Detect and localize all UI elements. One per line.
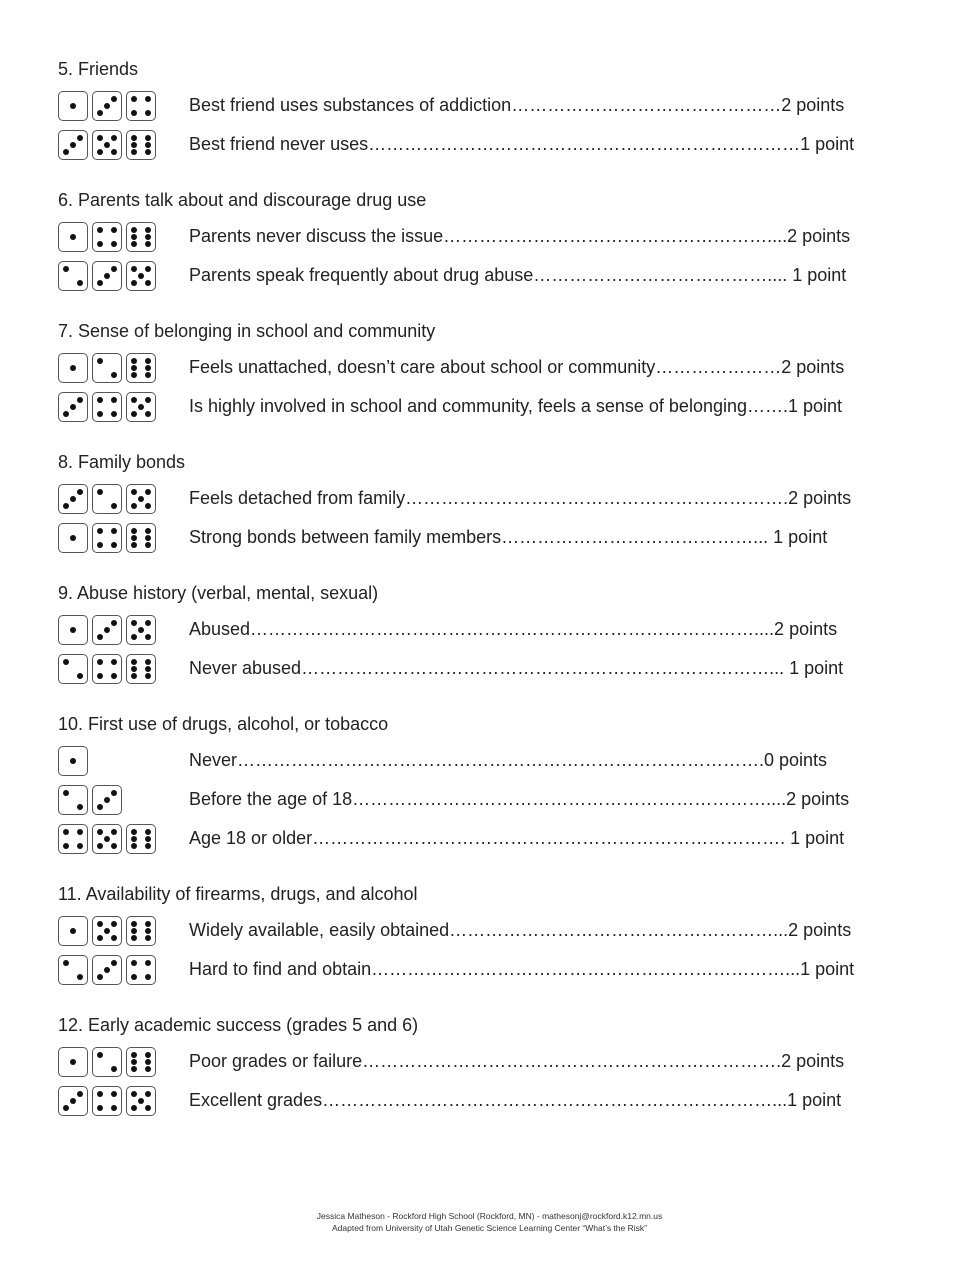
die-pip [111,227,117,233]
die-pip [145,358,151,364]
die-five-icon [126,484,156,514]
risk-option-row [58,518,908,557]
die-pip [111,241,117,247]
die-pip [70,103,76,109]
section-heading: 11. Availability of firearms, drugs, and alcohol [58,884,418,904]
section-heading: 9. Abuse history (verbal, mental, sexual) [58,583,379,603]
option-text: Best friend never uses………………………………………………………………1 point [189,134,855,154]
die-pip [145,142,151,148]
option-text: Hard to find and obtain……………………………………………………………...1 point [189,959,855,979]
die-pip [145,673,151,679]
die-pip [97,843,103,849]
die-three-icon [92,615,122,645]
die-six-icon [126,222,156,252]
risk-option-row [58,479,908,518]
option-text: Never…………………………………………………………………………….0 points [189,750,828,770]
die-pip [145,234,151,240]
risk-option-row [58,125,908,164]
die-pip [131,358,137,364]
die-pip [63,411,69,417]
die-pip [131,673,137,679]
die-pip [97,542,103,548]
die-three-icon [92,785,122,815]
die-pip [111,921,117,927]
die-five-icon [126,392,156,422]
die-pip [63,843,69,849]
die-four-icon [126,91,156,121]
die-pip [70,234,76,240]
die-pip [70,142,76,148]
die-six-icon [126,353,156,383]
die-pip [97,1091,103,1097]
option-text: Excellent grades…………………………………………………………………...1 point [189,1090,842,1110]
die-pip [104,797,110,803]
die-pip [97,829,103,835]
die-pip [145,1066,151,1072]
dice-group [58,654,189,684]
die-pip [111,790,117,796]
die-pip [97,634,103,640]
die-pip [145,110,151,116]
die-pip [97,280,103,286]
die-pip [97,659,103,665]
die-pip [131,142,137,148]
risk-option-row [58,819,908,858]
die-two-icon [92,353,122,383]
option-text: Age 18 or older……………………………………………………………………. 1 point [189,828,845,848]
die-pip [70,928,76,934]
die-pip [111,620,117,626]
die-one-icon [58,91,88,121]
die-pip [145,974,151,980]
die-pip [138,273,144,279]
die-six-icon [126,654,156,684]
die-pip [131,110,137,116]
die-pip [131,974,137,980]
die-pip [111,503,117,509]
die-pip [97,358,103,364]
die-pip [131,836,137,842]
die-pip [77,1091,83,1097]
risk-option-row [58,950,908,989]
die-four-icon [92,222,122,252]
dice-group [58,1047,189,1077]
die-pip [97,921,103,927]
die-five-icon [126,1086,156,1116]
dice-group [58,615,189,645]
option-text: Abused…………………………………………………………………………....2 points [189,619,838,639]
die-pip [111,843,117,849]
dice-group [58,484,189,514]
die-pip [131,921,137,927]
die-five-icon [126,261,156,291]
die-pip [97,241,103,247]
die-pip [145,634,151,640]
die-pip [131,149,137,155]
section-heading: 6. Parents talk about and discourage drug use [58,190,427,210]
die-pip [77,829,83,835]
die-two-icon [58,261,88,291]
die-pip [131,1091,137,1097]
die-pip [63,503,69,509]
die-pip [145,503,151,509]
die-pip [131,843,137,849]
die-pip [77,673,83,679]
risk-section [58,582,908,685]
die-six-icon [126,916,156,946]
die-six-icon [126,1047,156,1077]
die-pip [131,935,137,941]
die-pip [97,804,103,810]
die-pip [145,280,151,286]
die-pip [145,542,151,548]
die-pip [97,1105,103,1111]
die-pip [145,935,151,941]
die-pip [131,659,137,665]
die-pip [131,135,137,141]
die-pip [104,928,110,934]
risk-option-row [58,217,908,256]
die-pip [138,1098,144,1104]
die-pip [77,489,83,495]
die-pip [63,960,69,966]
dice-group [58,955,189,985]
die-one-icon [58,615,88,645]
section-heading: 5. Friends [58,59,139,79]
die-pip [145,666,151,672]
die-pip [97,110,103,116]
die-pip [131,1052,137,1058]
die-pip [77,804,83,810]
die-pip [104,273,110,279]
die-pip [145,411,151,417]
die-six-icon [126,824,156,854]
die-pip [97,974,103,980]
risk-option-row [58,1042,908,1081]
die-pip [131,280,137,286]
die-pip [131,397,137,403]
die-five-icon [92,916,122,946]
die-pip [70,758,76,764]
die-pip [145,227,151,233]
die-pip [145,843,151,849]
die-pip [104,627,110,633]
die-pip [111,528,117,534]
die-five-icon [92,130,122,160]
dice-group [58,261,189,291]
die-pip [145,372,151,378]
die-pip [131,266,137,272]
die-pip [97,227,103,233]
die-pip [131,666,137,672]
die-pip [131,829,137,835]
die-pip [104,836,110,842]
die-pip [145,928,151,934]
dice-group [58,91,189,121]
risk-option-row [58,387,908,426]
dice-group [58,392,189,422]
die-three-icon [92,261,122,291]
dice-group [58,916,189,946]
die-pip [145,1091,151,1097]
die-pip [131,528,137,534]
die-pip [70,1098,76,1104]
die-four-icon [92,654,122,684]
section-heading: 7. Sense of belonging in school and community [58,321,436,341]
die-six-icon [126,523,156,553]
die-pip [97,528,103,534]
die-pip [111,149,117,155]
die-pip [111,960,117,966]
die-pip [138,627,144,633]
risk-option-row [58,86,908,125]
die-one-icon [58,222,88,252]
risk-section [58,451,908,554]
die-pip [97,397,103,403]
die-pip [97,489,103,495]
risk-section [58,713,908,855]
die-pip [77,135,83,141]
die-pip [70,365,76,371]
die-six-icon [126,130,156,160]
die-pip [63,1105,69,1111]
risk-option-row [58,610,908,649]
die-pip [145,921,151,927]
die-pip [104,142,110,148]
die-pip [77,397,83,403]
risk-section [58,883,908,986]
die-one-icon [58,746,88,776]
dice-group [58,1086,189,1116]
die-pip [111,397,117,403]
die-pip [145,135,151,141]
risk-option-row [58,1081,908,1120]
die-pip [145,397,151,403]
die-four-icon [92,392,122,422]
die-pip [77,280,83,286]
die-pip [131,411,137,417]
die-pip [63,829,69,835]
die-pip [111,135,117,141]
die-two-icon [92,484,122,514]
option-text: Feels detached from family……………………………………………………….2 points [189,488,852,508]
die-pip [138,496,144,502]
die-five-icon [92,824,122,854]
die-three-icon [58,130,88,160]
option-text: Best friend uses substances of addiction………………………………………2 points [189,95,845,115]
die-pip [145,149,151,155]
die-pip [63,790,69,796]
option-text: Feels unattached, doesn’t care about school or community…………………2 points [189,357,845,377]
die-pip [145,1052,151,1058]
die-three-icon [58,1086,88,1116]
die-pip [111,96,117,102]
die-pip [70,1059,76,1065]
die-pip [104,967,110,973]
die-pip [111,1066,117,1072]
risk-section [58,320,908,423]
die-pip [111,673,117,679]
die-pip [145,659,151,665]
die-two-icon [92,1047,122,1077]
dice-group [58,523,189,553]
die-pip [97,411,103,417]
section-heading: 10. First use of drugs, alcohol, or tobacco [58,714,389,734]
risk-option-row [58,348,908,387]
die-three-icon [92,91,122,121]
die-pip [111,372,117,378]
risk-option-row [58,649,908,688]
die-pip [63,659,69,665]
die-pip [145,620,151,626]
die-four-icon [126,955,156,985]
dice-group [58,746,189,776]
die-pip [145,829,151,835]
risk-option-row [58,741,908,780]
option-text: Poor grades or failure…………………………………………………………….2 points [189,1051,845,1071]
die-pip [97,673,103,679]
die-pip [131,227,137,233]
option-text: Before the age of 18……………………………………………………………....2 points [189,789,850,809]
option-text: Strong bonds between family members……………………………………... 1 point [189,527,828,547]
die-pip [70,535,76,541]
die-pip [131,372,137,378]
die-pip [77,843,83,849]
option-text: Parents never discuss the issue………………………………………………....2 points [189,226,851,246]
section-heading: 8. Family bonds [58,452,186,472]
die-four-icon [58,824,88,854]
die-pip [104,103,110,109]
die-pip [131,960,137,966]
die-pip [145,528,151,534]
die-three-icon [58,392,88,422]
die-pip [70,404,76,410]
die-pip [145,535,151,541]
die-pip [138,404,144,410]
die-pip [131,234,137,240]
die-pip [131,535,137,541]
option-text: Widely available, easily obtained………………………………………………...2 points [189,920,852,940]
option-text: Parents speak frequently about drug abuse………………………………….... 1 point [189,265,847,285]
die-pip [63,266,69,272]
die-pip [131,1059,137,1065]
option-text: Never abused……………………………………………………………………... 1 point [189,658,844,678]
die-pip [97,935,103,941]
die-pip [70,496,76,502]
die-pip [145,836,151,842]
dice-group [58,353,189,383]
die-pip [145,266,151,272]
section-heading: 12. Early academic success (grades 5 and 6) [58,1015,419,1035]
die-pip [145,489,151,495]
risk-section [58,58,908,161]
die-pip [77,974,83,980]
risk-option-row [58,256,908,295]
die-pip [111,542,117,548]
dice-group [58,785,189,815]
die-pip [111,659,117,665]
dice-group [58,824,189,854]
footer-credit: Jessica Matheson - Rockford High School (Rockford, MN) - mathesonj@rockford.k12.mn.us [316,1211,663,1221]
die-pip [111,411,117,417]
die-four-icon [92,523,122,553]
die-three-icon [92,955,122,985]
die-pip [63,149,69,155]
die-pip [131,503,137,509]
option-text: Is highly involved in school and community, feels a sense of belonging…….1 point [189,396,843,416]
footer-adapted-from: Adapted from University of Utah Genetic Science Learning Center “What’s the Risk” [332,1223,647,1233]
risk-section [58,189,908,292]
dice-group [58,222,189,252]
die-pip [111,935,117,941]
die-pip [111,829,117,835]
die-pip [145,960,151,966]
die-pip [145,241,151,247]
die-one-icon [58,916,88,946]
die-two-icon [58,955,88,985]
die-four-icon [92,1086,122,1116]
risk-section [58,1014,908,1117]
die-two-icon [58,654,88,684]
die-pip [111,1091,117,1097]
die-pip [131,620,137,626]
dice-group [58,130,189,160]
die-pip [97,149,103,155]
die-one-icon [58,353,88,383]
risk-factor-list [58,58,908,1145]
die-pip [131,542,137,548]
die-pip [145,96,151,102]
die-pip [97,1052,103,1058]
die-pip [145,1105,151,1111]
die-pip [111,266,117,272]
die-three-icon [58,484,88,514]
risk-option-row [58,911,908,950]
die-pip [131,1105,137,1111]
die-pip [111,1105,117,1111]
die-pip [131,365,137,371]
die-pip [131,1066,137,1072]
die-pip [131,241,137,247]
die-pip [131,489,137,495]
die-pip [131,928,137,934]
footer [0,1210,979,1234]
die-five-icon [126,615,156,645]
die-pip [97,135,103,141]
die-pip [131,634,137,640]
die-pip [131,96,137,102]
die-one-icon [58,1047,88,1077]
die-one-icon [58,523,88,553]
die-pip [70,627,76,633]
die-two-icon [58,785,88,815]
die-pip [145,365,151,371]
risk-option-row [58,780,908,819]
die-pip [145,1059,151,1065]
